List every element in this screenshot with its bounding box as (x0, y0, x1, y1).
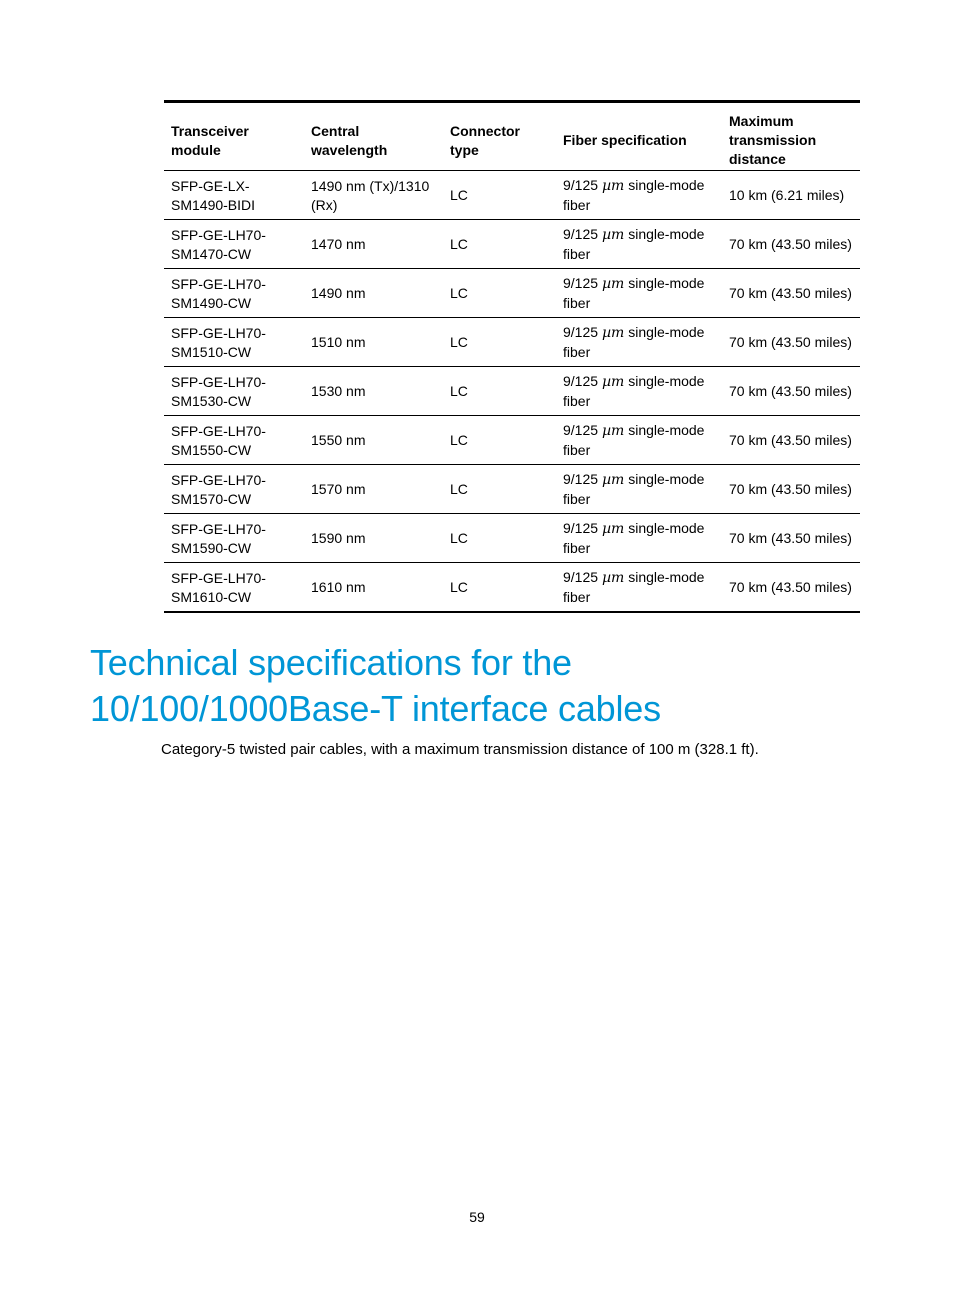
cell-distance: 70 km (43.50 miles) (729, 432, 852, 448)
fiber-spec-unit: µm (601, 521, 625, 537)
cell-fiber-spec (556, 416, 722, 465)
fiber-spec-unit: µm (601, 570, 625, 586)
cell-distance: 70 km (43.50 miles) (729, 530, 852, 546)
fiber-spec-prefix: 9/125 (563, 373, 602, 389)
fiber-spec-suffix: single-mode fiber (563, 324, 705, 360)
table-row (164, 563, 860, 613)
cell-wavelength: 1490 nm (311, 285, 366, 301)
page-number: 59 (469, 1209, 485, 1225)
table-row (164, 318, 860, 367)
cell-fiber-spec (556, 563, 722, 613)
fiber-spec-unit: µm (601, 472, 625, 488)
cell-wavelength: 1530 nm (311, 383, 366, 399)
header-connector-type: Connector type (450, 122, 520, 158)
table-row (164, 514, 860, 563)
cell-wavelength: 1490 nm (Tx)/1310 (Rx) (311, 177, 430, 213)
cell-wavelength: 1550 nm (311, 432, 366, 448)
header-fiber-specification: Fiber specification (563, 132, 687, 148)
table-body (164, 171, 860, 613)
cell-fiber-spec (556, 465, 722, 514)
cell-module: SFP-GE-LH70-SM1550-CW (171, 422, 266, 458)
fiber-spec-unit: µm (601, 423, 625, 439)
header-transceiver-module: Transceiver module (171, 122, 249, 158)
cell-module: SFP-GE-LX-SM1490-BIDI (171, 177, 256, 213)
cell-connector: LC (450, 481, 468, 497)
fiber-spec-unit: µm (601, 374, 625, 390)
fiber-spec-unit: µm (601, 227, 625, 243)
table-row (164, 220, 860, 269)
fiber-spec-prefix: 9/125 (563, 422, 602, 438)
fiber-spec-prefix: 9/125 (563, 226, 602, 242)
cell-module: SFP-GE-LH70-SM1570-CW (171, 471, 266, 507)
header-central-wavelength: Central wavelength (311, 122, 388, 158)
cell-distance: 70 km (43.50 miles) (729, 285, 852, 301)
fiber-spec-suffix: single-mode fiber (563, 422, 705, 458)
cell-fiber-spec (556, 220, 722, 269)
fiber-spec-suffix: single-mode fiber (563, 373, 705, 409)
cell-connector: LC (450, 236, 468, 252)
fiber-spec-unit: µm (601, 325, 625, 341)
fiber-spec-prefix: 9/125 (563, 177, 602, 193)
cell-wavelength: 1570 nm (311, 481, 366, 497)
section-body-text: Category-5 twisted pair cables, with a maximum transmission distance of 100 m (328.1 ft). (161, 741, 759, 758)
table-header-row (164, 102, 860, 171)
table-row (164, 367, 860, 416)
fiber-spec-suffix: single-mode fiber (563, 177, 705, 213)
cell-distance: 70 km (43.50 miles) (729, 481, 852, 497)
cell-connector: LC (450, 187, 468, 203)
cell-connector: LC (450, 579, 468, 595)
cell-connector: LC (450, 285, 468, 301)
cell-fiber-spec (556, 171, 722, 220)
cell-wavelength: 1470 nm (311, 236, 366, 252)
fiber-spec-prefix: 9/125 (563, 569, 602, 585)
fiber-spec-prefix: 9/125 (563, 471, 602, 487)
fiber-spec-suffix: single-mode fiber (563, 471, 705, 507)
cell-module: SFP-GE-LH70-SM1590-CW (171, 520, 266, 556)
table-row (164, 269, 860, 318)
cell-wavelength: 1510 nm (311, 334, 366, 350)
cell-connector: LC (450, 383, 468, 399)
cell-wavelength: 1610 nm (311, 579, 366, 595)
cell-module: SFP-GE-LH70-SM1470-CW (171, 226, 266, 262)
fiber-spec-unit: µm (601, 276, 625, 292)
cell-module: SFP-GE-LH70-SM1510-CW (171, 324, 266, 360)
fiber-spec-suffix: single-mode fiber (563, 569, 705, 605)
fiber-spec-suffix: single-mode fiber (563, 520, 705, 556)
cell-distance: 70 km (43.50 miles) (729, 579, 852, 595)
cell-module: SFP-GE-LH70-SM1610-CW (171, 569, 266, 605)
section-heading: Technical specifications for the 10/100/1000Base-T interface cables (90, 642, 661, 729)
cell-distance: 70 km (43.50 miles) (729, 383, 852, 399)
cell-fiber-spec (556, 514, 722, 563)
cell-fiber-spec (556, 318, 722, 367)
header-max-distance: Maximum transmission distance (729, 113, 817, 167)
cell-connector: LC (450, 530, 468, 546)
cell-distance: 70 km (43.50 miles) (729, 334, 852, 350)
table-row (164, 171, 860, 220)
cell-module: SFP-GE-LH70-SM1530-CW (171, 373, 266, 409)
fiber-spec-suffix: single-mode fiber (563, 275, 705, 311)
table-row (164, 465, 860, 514)
cell-connector: LC (450, 334, 468, 350)
cell-fiber-spec (556, 367, 722, 416)
fiber-spec-unit: µm (601, 178, 625, 194)
cell-fiber-spec (556, 269, 722, 318)
transceiver-spec-table (164, 100, 860, 613)
fiber-spec-suffix: single-mode fiber (563, 226, 705, 262)
cell-distance: 70 km (43.50 miles) (729, 236, 852, 252)
cell-connector: LC (450, 432, 468, 448)
cell-module: SFP-GE-LH70-SM1490-CW (171, 275, 266, 311)
fiber-spec-prefix: 9/125 (563, 275, 602, 291)
fiber-spec-prefix: 9/125 (563, 324, 602, 340)
fiber-spec-prefix: 9/125 (563, 520, 602, 536)
cell-wavelength: 1590 nm (311, 530, 366, 546)
cell-distance: 10 km (6.21 miles) (729, 187, 845, 203)
table-row (164, 416, 860, 465)
